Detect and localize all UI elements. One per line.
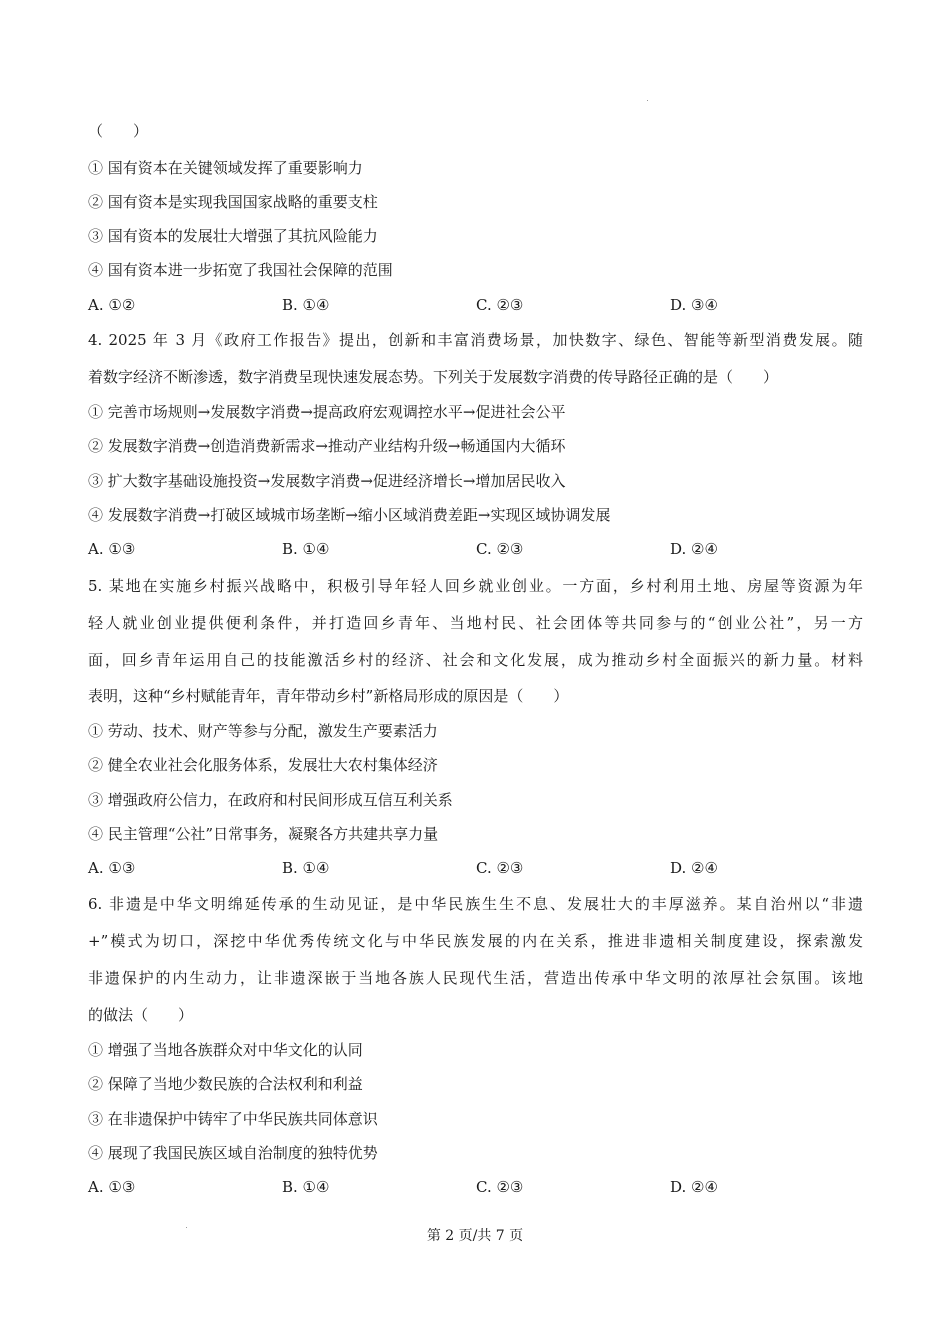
q6-item-3: ③ 在非遗保护中铸牢了中华民族共同体意识: [88, 1110, 378, 1128]
q5-item-3: ③ 增强政府公信力，在政府和村民间形成互信互利关系: [88, 791, 453, 809]
q3-item-2: ② 国有资本是实现我国国家战略的重要支柱: [88, 193, 378, 211]
scan-speck: [647, 100, 648, 101]
q4-item-3: ③ 扩大数字基础设施投资→发展数字消费→促进经济增长→增加居民收入: [88, 472, 566, 490]
q4-option-d: D. ②④: [670, 540, 718, 558]
q3-option-d: D. ③④: [670, 296, 718, 314]
q4-item-1: ① 完善市场规则→发展数字消费→提高政府宏观调控水平→促进社会公平: [88, 403, 566, 421]
q3-item-3: ③ 国有资本的发展壮大增强了其抗风险能力: [88, 227, 378, 245]
q4-item-2: ② 发展数字消费→创造消费新需求→推动产业结构升级→畅通国内大循环: [88, 437, 566, 455]
q6-stem-line-1: 6. 非遗是中华文明绵延传承的生动见证，是中华民族生生不息、发展壮大的丰厚滋养。某自治州以“非遗: [88, 895, 863, 913]
q5-option-d: D. ②④: [670, 859, 718, 877]
q4-option-a: A. ①③: [88, 540, 136, 558]
q5-stem-line-3: 面，回乡青年运用自己的技能激活乡村的经济、社会和文化发展，成为推动乡村全面振兴的新力量。材料: [88, 651, 863, 669]
q6-item-4: ④ 展现了我国民族区域自治制度的独特优势: [88, 1144, 378, 1162]
q4-option-b: B. ①④: [282, 540, 330, 558]
q5-item-4: ④ 民主管理“公社”日常事务，凝聚各方共建共享力量: [88, 825, 439, 843]
q4-stem-line-2: 着数字经济不断渗透，数字消费呈现快速发展态势。下列关于发展数字消费的传导路径正确的是（ ）: [88, 368, 779, 386]
q4-stem-line-1: 4. 2025 年 3 月《政府工作报告》提出，创新和丰富消费场景，加快数字、绿色、智能等新型消费发展。随: [88, 331, 863, 349]
q6-option-c: C. ②③: [476, 1178, 524, 1196]
q3-item-4: ④ 国有资本进一步拓宽了我国社会保障的范围: [88, 261, 393, 279]
q6-item-1: ① 增强了当地各族群众对中华文化的认同: [88, 1041, 363, 1059]
q5-stem-line-2: 轻人就业创业提供便利条件，并打造回乡青年、当地村民、社会团体等共同参与的“创业公社”，另一方: [88, 614, 863, 632]
q6-option-b: B. ①④: [282, 1178, 330, 1196]
q5-option-b: B. ①④: [282, 859, 330, 877]
q5-item-1: ① 劳动、技术、财产等参与分配，激发生产要素活力: [88, 722, 438, 740]
q3-option-a: A. ①②: [88, 296, 136, 314]
q6-item-2: ② 保障了当地少数民族的合法权利和利益: [88, 1075, 363, 1093]
q6-option-a: A. ①③: [88, 1178, 136, 1196]
q6-stem-line-2: +”模式为切口，深挖中华优秀传统文化与中华民族发展的内在关系，推进非遗相关制度建设，探索激发: [88, 932, 863, 950]
q3-item-1: ① 国有资本在关键领域发挥了重要影响力: [88, 159, 363, 177]
q6-stem-line-3: 非遗保护的内生动力，让非遗深嵌于当地各族人民现代生活，营造出传承中华文明的浓厚社会氛围。该地: [88, 969, 863, 987]
q4-option-c: C. ②③: [476, 540, 524, 558]
q5-stem-line-4: 表明，这种“乡村赋能青年，青年带动乡村”新格局形成的原因是（ ）: [88, 687, 569, 705]
q5-item-2: ② 健全农业社会化服务体系，发展壮大农村集体经济: [88, 756, 438, 774]
q6-option-d: D. ②④: [670, 1178, 718, 1196]
q5-stem-line-1: 5. 某地在实施乡村振兴战略中，积极引导年轻人回乡就业创业。一方面，乡村利用土地、房屋等资源为年: [88, 577, 863, 595]
q5-option-a: A. ①③: [88, 859, 136, 877]
q4-item-4: ④ 发展数字消费→打破区域城市场垄断→缩小区域消费差距→实现区域协调发展: [88, 506, 611, 524]
q6-stem-line-4: 的做法（ ）: [88, 1006, 194, 1024]
q3-option-b: B. ①④: [282, 296, 330, 314]
q5-option-c: C. ②③: [476, 859, 524, 877]
page-number-footer: 第 2 页/共 7 页: [426, 1228, 524, 1244]
q3-paren: （ ）: [88, 122, 149, 140]
q3-option-c: C. ②③: [476, 296, 524, 314]
